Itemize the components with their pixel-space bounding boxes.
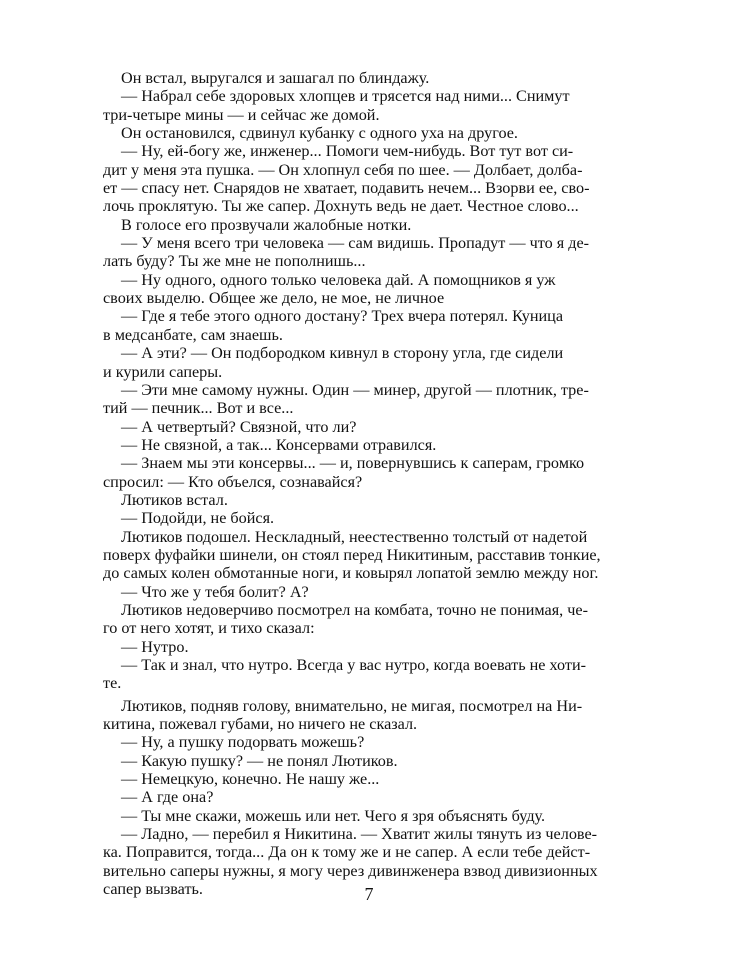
text-line: — Эти мне самому нужны. Один — минер, другой — плотник, тре-: [121, 380, 589, 399]
text-line: Лютиков, подняв голову, внимательно, не мигая, посмотрел на Ни-: [121, 696, 583, 715]
text-line: Он остановился, сдвинул кубанку с одного уха на другое.: [121, 124, 518, 143]
text-line: три-четыре мины — и сейчас же домой.: [103, 105, 380, 124]
text-line: до самых колен обмотанные ноги, и ковырял лопатой землю между ног.: [103, 564, 599, 583]
text-line: поверх фуфайки шинели, он стоял перед Никитиным, расставив тонкие,: [103, 545, 601, 564]
text-line: — Ну, а пушку подорвать можешь?: [121, 733, 365, 752]
page-number: 7: [364, 884, 374, 904]
text-line: — Ну одного, одного только человека дай. А помощников я уж: [121, 270, 556, 289]
text-line: вительно саперы нужны, я могу через дивинженера взвод дивизионных: [103, 861, 598, 880]
text-line: — Ты мне скажи, можешь или нет. Чего я зря объяснять буду.: [121, 806, 546, 825]
text-line: — Знаем мы эти консервы... — и, повернувшись к саперам, громко: [121, 454, 585, 473]
text-line: Лютиков недоверчиво посмотрел на комбата, точно не понимая, че-: [121, 600, 588, 619]
text-line: своих выделю. Общее же дело, не мое, не личное: [103, 289, 445, 308]
text-line: — Ну, ей-богу же, инженер... Помоги чем-нибудь. Вот тут вот си-: [121, 142, 574, 161]
text-line: в медсанбате, сам знаешь.: [103, 325, 283, 344]
text-line: Лютиков подошел. Нескладный, неестественно толстый от надетой: [121, 527, 588, 546]
text-line: — Не связной, а так... Консервами отравился.: [121, 435, 437, 454]
text-line: — Нутро.: [121, 637, 189, 656]
text-line: ет — спасу нет. Снарядов не хватает, подавить нечем... Взорви ее, сво-: [103, 179, 590, 198]
text-line: — Что же у тебя болит? А?: [121, 582, 309, 601]
text-line: спросил: — Кто объелся, сознавайся?: [103, 472, 363, 491]
text-line: сапер вызвать.: [103, 880, 203, 899]
text-line: — Набрал себе здоровых хлопцев и трясется над ними... Снимут: [121, 87, 570, 106]
text-line: ка. Поправится, тогда... Да он к тому же и не сапер. А если тебе дейст-: [103, 843, 591, 862]
text-line: Он встал, выругался и зашагал по блиндажу.: [121, 69, 430, 87]
text-line: — А четвертый? Связной, что ли?: [121, 417, 357, 436]
text-line: лочь проклятую. Ты же сапер. Дохнуть ведь не дает. Честное слово...: [103, 197, 579, 216]
text-line: го от него хотят, и тихо сказал:: [103, 619, 315, 638]
text-line: — А эти? — Он подбородком кивнул в сторону угла, где сидели: [121, 344, 564, 363]
text-line: В голосе его прозвучали жалобные нотки.: [121, 215, 412, 234]
text-line: — Где я тебе этого одного достану? Трех вчера потерял. Куница: [121, 307, 563, 326]
body-text: [103, 69, 665, 898]
text-line: дит у меня эта пушка. — Он хлопнул себя по шее. — Долбает, долба-: [103, 160, 583, 179]
text-line: тий — печник... Вот и все...: [103, 399, 294, 418]
text-line: лать буду? Ты же мне не пополнишь...: [103, 252, 366, 271]
text-line: — У меня всего три человека — сам видишь. Пропадут — что я де-: [121, 234, 590, 253]
text-line: — Какую пушку? — не понял Лютиков.: [121, 751, 398, 770]
text-line: Лютиков встал.: [121, 490, 228, 509]
text-line: — Подойди, не бойся.: [121, 509, 275, 528]
text-line: и курили саперы.: [103, 362, 223, 381]
text-line: — Так и знал, что нутро. Всегда у вас нутро, когда воевать не хоти-: [121, 656, 587, 674]
text-line: — Немецкую, конечно. Не нашу же...: [121, 770, 380, 789]
text-line: — Ладно, — перебил я Никитина. — Хватит жилы тянуть из челове-: [121, 825, 598, 844]
text-line: — А где она?: [121, 788, 214, 807]
text-line: китина, пожевал губами, но ничего не сказал.: [103, 715, 418, 734]
text-line: те.: [103, 674, 122, 693]
